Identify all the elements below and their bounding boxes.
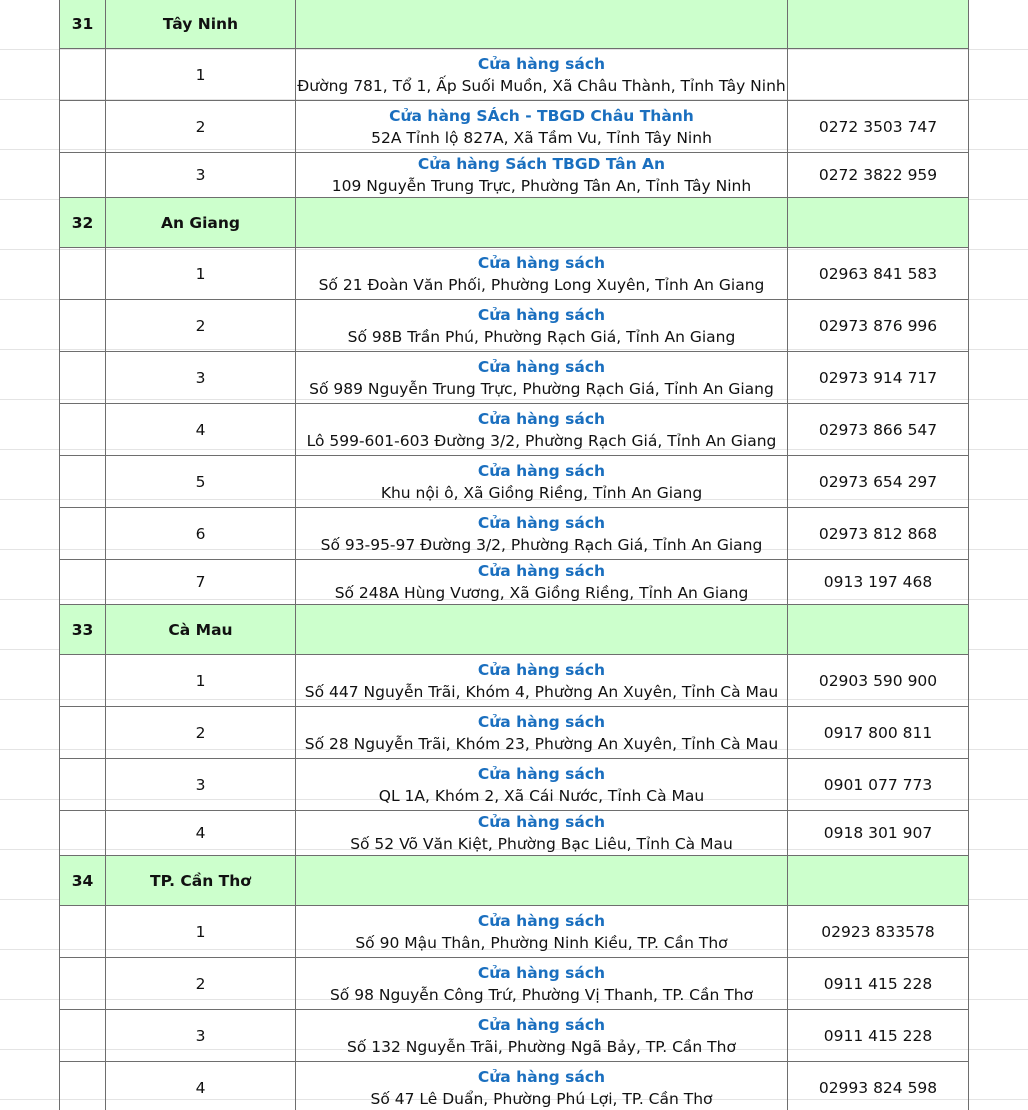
empty-cell[interactable]	[60, 958, 106, 1010]
empty-cell[interactable]	[788, 0, 969, 49]
province-row	[60, 856, 969, 906]
store-phone[interactable]: 02993 824 598	[788, 1062, 969, 1110]
store-row	[60, 560, 969, 605]
store-row	[60, 1010, 969, 1062]
store-address: Số 98 Nguyễn Công Trứ, Phường Vị Thanh, TP. Cần Thơ	[329, 985, 754, 1004]
store-index[interactable]: 4	[106, 1062, 296, 1110]
store-cell[interactable]	[296, 404, 788, 456]
empty-cell[interactable]	[296, 856, 788, 906]
store-address: Số 28 Nguyễn Trãi, Khóm 23, Phường An Xuyên, Tỉnh Cà Mau	[304, 734, 779, 753]
store-phone[interactable]: 0911 415 228	[788, 958, 969, 1010]
store-cell[interactable]	[296, 958, 788, 1010]
empty-cell[interactable]	[296, 0, 788, 49]
store-phone[interactable]: 0272 3503 747	[788, 101, 969, 153]
empty-cell[interactable]	[788, 605, 969, 655]
empty-cell[interactable]	[60, 404, 106, 456]
province-row	[60, 0, 969, 49]
store-cell[interactable]	[296, 352, 788, 404]
store-row	[60, 958, 969, 1010]
store-name: Cửa hàng sách	[477, 562, 606, 580]
store-phone[interactable]: 02963 841 583	[788, 248, 969, 300]
province-name[interactable]: An Giang	[106, 198, 296, 248]
store-index[interactable]: 2	[106, 101, 296, 153]
store-name: Cửa hàng sách	[477, 513, 606, 532]
store-phone[interactable]	[788, 49, 969, 101]
store-index[interactable]: 3	[106, 153, 296, 198]
empty-cell[interactable]	[788, 856, 969, 906]
store-cell[interactable]	[296, 508, 788, 560]
store-phone[interactable]: 02923 833578	[788, 906, 969, 958]
empty-cell[interactable]	[60, 352, 106, 404]
store-cell[interactable]	[296, 906, 788, 958]
store-address: Số 98B Trần Phú, Phường Rạch Giá, Tỉnh An Giang	[347, 327, 736, 346]
province-name[interactable]: TP. Cần Thơ	[106, 856, 296, 906]
store-address: Số 447 Nguyễn Trãi, Khóm 4, Phường An Xuyên, Tỉnh Cà Mau	[304, 682, 779, 701]
store-cell[interactable]	[296, 707, 788, 759]
store-index[interactable]: 2	[106, 300, 296, 352]
empty-cell[interactable]	[60, 811, 106, 856]
empty-cell[interactable]	[60, 1010, 106, 1062]
store-cell[interactable]	[296, 560, 788, 605]
store-cell[interactable]	[296, 456, 788, 508]
store-cell[interactable]	[296, 49, 788, 101]
province-number[interactable]: 31	[60, 0, 106, 49]
store-phone[interactable]: 0272 3822 959	[788, 153, 969, 198]
empty-cell[interactable]	[60, 560, 106, 605]
store-phone[interactable]: 02973 914 717	[788, 352, 969, 404]
store-cell[interactable]	[296, 248, 788, 300]
store-address: Số 93-95-97 Đường 3/2, Phường Rạch Giá, Tỉnh An Giang	[320, 535, 763, 554]
store-name: Cửa hàng SÁch - TBGD Châu Thành	[389, 106, 694, 125]
store-phone[interactable]: 0901 077 773	[788, 759, 969, 811]
store-phone[interactable]: 02973 866 547	[788, 404, 969, 456]
store-address: Số 47 Lê Duẩn, Phường Phú Lợi, TP. Cần Thơ	[370, 1089, 713, 1108]
store-row	[60, 404, 969, 456]
store-index[interactable]: 1	[106, 248, 296, 300]
store-index[interactable]: 4	[106, 811, 296, 856]
store-address: Số 248A Hùng Vương, Xã Giồng Riềng, Tỉnh An Giang	[334, 584, 749, 602]
store-name: Cửa hàng sách	[477, 1015, 606, 1034]
store-name: Cửa hàng sách	[477, 712, 606, 731]
store-name: Cửa hàng sách	[477, 1067, 606, 1086]
store-index[interactable]: 1	[106, 655, 296, 707]
store-cell[interactable]	[296, 101, 788, 153]
store-phone[interactable]: 0918 301 907	[788, 811, 969, 856]
empty-cell[interactable]	[60, 508, 106, 560]
store-index[interactable]: 1	[106, 906, 296, 958]
store-phone[interactable]: 02973 654 297	[788, 456, 969, 508]
empty-cell[interactable]	[60, 49, 106, 101]
store-name: Cửa hàng sách	[477, 911, 606, 930]
store-name: Cửa hàng sách	[477, 660, 606, 679]
store-address: 52A Tỉnh lộ 827A, Xã Tầm Vu, Tỉnh Tây Ninh	[371, 128, 712, 147]
table-body	[60, 0, 969, 1110]
province-number[interactable]: 34	[60, 856, 106, 906]
store-name: Cửa hàng sách	[477, 813, 606, 831]
store-phone[interactable]: 02903 590 900	[788, 655, 969, 707]
store-address: Số 132 Nguyễn Trãi, Phường Ngã Bảy, TP. Cần Thơ	[347, 1037, 736, 1056]
store-address: QL 1A, Khóm 2, Xã Cái Nước, Tỉnh Cà Mau	[378, 786, 705, 805]
store-address: Số 90 Mậu Thân, Phường Ninh Kiều, TP. Cần Thơ	[355, 933, 728, 952]
store-name: Cửa hàng sách	[477, 305, 606, 324]
store-cell[interactable]	[296, 153, 788, 198]
store-name: Cửa hàng sách	[477, 409, 606, 428]
store-phone[interactable]: 02973 812 868	[788, 508, 969, 560]
store-name: Cửa hàng sách	[477, 461, 606, 480]
empty-cell[interactable]	[296, 605, 788, 655]
store-index[interactable]: 7	[106, 560, 296, 605]
store-row	[60, 49, 969, 101]
store-index[interactable]: 4	[106, 404, 296, 456]
empty-cell[interactable]	[60, 300, 106, 352]
empty-cell[interactable]	[60, 707, 106, 759]
store-cell[interactable]	[296, 759, 788, 811]
store-name: Cửa hàng sách	[477, 54, 606, 73]
store-row	[60, 352, 969, 404]
province-name[interactable]: Tây Ninh	[106, 0, 296, 49]
empty-cell[interactable]	[60, 1062, 106, 1110]
empty-cell[interactable]	[788, 198, 969, 248]
store-row	[60, 153, 969, 198]
store-index[interactable]: 3	[106, 1010, 296, 1062]
store-row	[60, 456, 969, 508]
store-address: 109 Nguyễn Trung Trực, Phường Tân An, Tỉnh Tây Ninh	[331, 177, 752, 195]
store-row	[60, 906, 969, 958]
store-index[interactable]: 2	[106, 958, 296, 1010]
store-index[interactable]: 1	[106, 49, 296, 101]
store-row	[60, 248, 969, 300]
empty-cell[interactable]	[60, 759, 106, 811]
empty-cell[interactable]	[60, 101, 106, 153]
empty-cell[interactable]	[60, 655, 106, 707]
store-cell[interactable]	[296, 1062, 788, 1110]
empty-cell[interactable]	[60, 248, 106, 300]
store-cell[interactable]	[296, 1010, 788, 1062]
store-index[interactable]: 6	[106, 508, 296, 560]
store-phone[interactable]: 0913 197 468	[788, 560, 969, 605]
store-name: Cửa hàng sách	[477, 764, 606, 783]
store-address: Số 989 Nguyễn Trung Trực, Phường Rạch Giá, Tỉnh An Giang	[309, 379, 774, 398]
store-name: Cửa hàng sách	[477, 357, 606, 376]
province-name[interactable]: Cà Mau	[106, 605, 296, 655]
province-number[interactable]: 33	[60, 605, 106, 655]
store-index[interactable]: 3	[106, 352, 296, 404]
empty-cell[interactable]	[60, 153, 106, 198]
store-row	[60, 300, 969, 352]
store-row	[60, 508, 969, 560]
province-number[interactable]: 32	[60, 198, 106, 248]
store-index[interactable]: 3	[106, 759, 296, 811]
store-row	[60, 101, 969, 153]
store-phone[interactable]: 02973 876 996	[788, 300, 969, 352]
store-row	[60, 811, 969, 856]
store-name: Cửa hàng Sách TBGD Tân An	[417, 155, 666, 173]
store-index[interactable]: 5	[106, 456, 296, 508]
empty-cell[interactable]	[60, 456, 106, 508]
store-address: Số 52 Võ Văn Kiệt, Phường Bạc Liêu, Tỉnh Cà Mau	[350, 835, 733, 853]
store-address: Khu nội ô, Xã Giồng Riềng, Tỉnh An Giang	[380, 483, 703, 502]
store-name: Cửa hàng sách	[477, 253, 606, 272]
store-row	[60, 1062, 969, 1110]
empty-cell[interactable]	[296, 198, 788, 248]
store-cell[interactable]	[296, 300, 788, 352]
store-address: Lô 599-601-603 Đường 3/2, Phường Rạch Giá, Tỉnh An Giang	[306, 431, 777, 450]
province-row	[60, 198, 969, 248]
store-row	[60, 655, 969, 707]
store-row	[60, 759, 969, 811]
province-row	[60, 605, 969, 655]
store-address: Số 21 Đoàn Văn Phối, Phường Long Xuyên, Tỉnh An Giang	[318, 275, 765, 294]
store-row	[60, 707, 969, 759]
store-phone[interactable]: 0917 800 811	[788, 707, 969, 759]
store-address: Đường 781, Tổ 1, Ấp Suối Muồn, Xã Châu Thành, Tỉnh Tây Ninh	[297, 76, 786, 95]
empty-cell[interactable]	[60, 906, 106, 958]
bookstore-table	[59, 0, 969, 1110]
store-name: Cửa hàng sách	[477, 963, 606, 982]
store-phone[interactable]: 0911 415 228	[788, 1010, 969, 1062]
store-cell[interactable]	[296, 655, 788, 707]
store-index[interactable]: 2	[106, 707, 296, 759]
store-cell[interactable]	[296, 811, 788, 856]
